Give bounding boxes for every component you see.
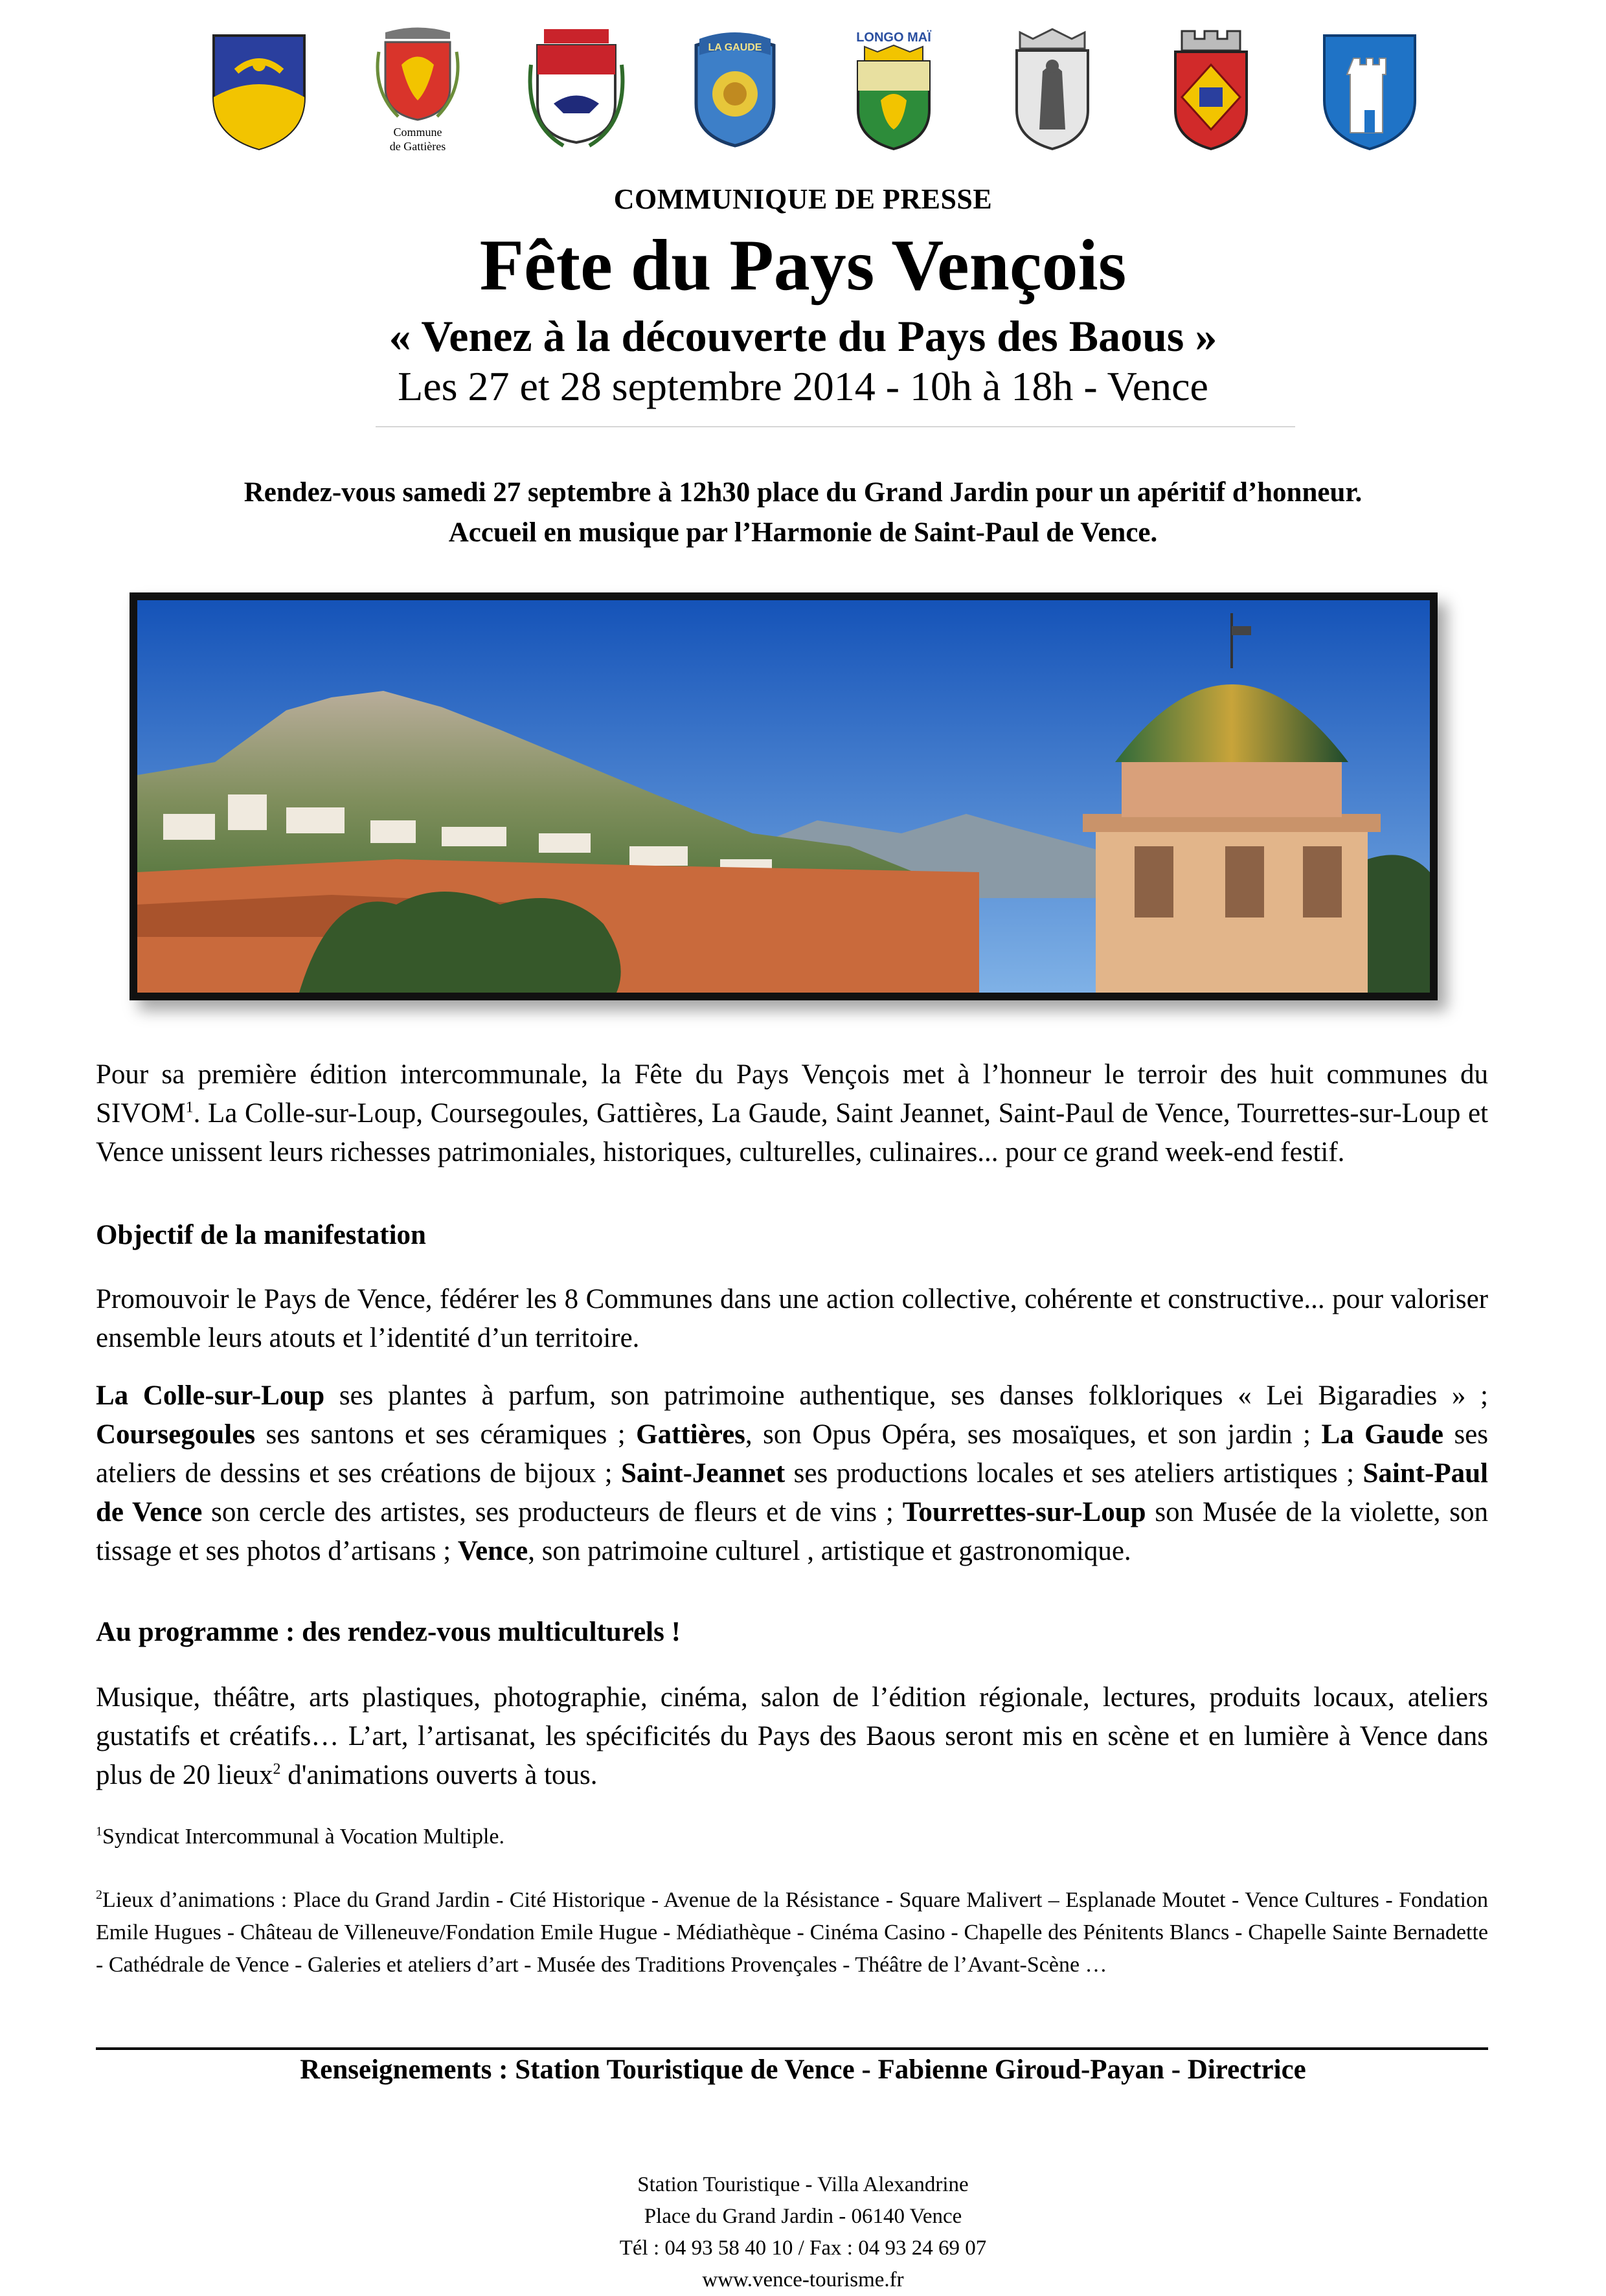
crest-vence <box>1318 26 1421 155</box>
page-title: Fête du Pays Vençois <box>479 225 1127 306</box>
commune-text: son cercle des artistes, ses producteurs de fleurs et de vins ; <box>202 1497 903 1527</box>
footer-website: www.vence-tourisme.fr <box>702 2268 904 2291</box>
commune-name: Vence <box>457 1536 528 1566</box>
intro-paragraph <box>96 1055 1488 1172</box>
commune-name: Tourrettes-sur-Loup <box>902 1497 1146 1527</box>
programme-paragraph <box>96 1678 1488 1795</box>
commune-text: , son Opus Opéra, ses mosaïques, et son jardin ; <box>745 1419 1322 1450</box>
crest-banner-longo-mai: LONGO MAÏ <box>856 30 931 45</box>
info-divider <box>96 2047 1488 2050</box>
event-dates: Les 27 et 28 septembre 2014 - 10h à 18h - Vence <box>398 363 1208 409</box>
footer-address <box>0 2169 1606 2296</box>
crest-caption-line2: de Gattières <box>389 140 446 153</box>
crest-tourrettes-sur-loup <box>1159 26 1263 155</box>
commune-name: Saint-Jeannet <box>621 1458 786 1489</box>
intro-text-1: Pour sa première édition intercommunale, la Fête du Pays Vençois met à l’honneur le terroir des huit communes du SIVOM <box>96 1059 1488 1129</box>
commune-name: La Colle-sur-Loup <box>96 1380 325 1411</box>
footer-line-1: Station Touristique - Villa Alexandrine <box>637 2173 969 2196</box>
commune-text: ses santons et ses céramiques ; <box>255 1419 637 1450</box>
crest-gattieres <box>366 26 469 155</box>
crest-saint-jeannet <box>842 26 945 155</box>
rendezvous-line-1: Rendez-vous samedi 27 septembre à 12h30 place du Grand Jardin pour un apéritif d’honneur. <box>243 477 1363 508</box>
commune-text: ses ateliers de dessins et ses créations de bijoux ; <box>96 1419 1488 1489</box>
footer-line-3: Tél : 04 93 58 40 10 / Fax : 04 93 24 69 07 <box>619 2236 987 2260</box>
commune-name: Saint-Paul de Vence <box>96 1458 1488 1527</box>
footer-line-2: Place du Grand Jardin - 06140 Vence <box>644 2205 962 2228</box>
commune-name: Coursegoules <box>96 1419 256 1450</box>
commune-name: Gattières <box>636 1419 745 1450</box>
crest-saint-paul <box>1001 26 1104 155</box>
crest-la-gaude <box>683 26 787 155</box>
title-divider <box>376 426 1295 427</box>
crest-coursegoules <box>207 26 311 155</box>
footnote-1-marker: 1 <box>96 1824 102 1839</box>
footnote-1 <box>96 1821 1488 1853</box>
commune-text: son Musée de la violette, son tissage et ses photos d’artisans ; <box>96 1497 1489 1566</box>
intro-text-2: . La Colle-sur-Loup, Coursegoules, Gattières, La Gaude, Saint Jeannet, Saint-Paul de Vence, Tourrettes-sur-Loup et Vence unissent leurs richesses patrimoniales, historiques, culturelles, culinaires... pour ce grand week-end festif. <box>96 1098 1488 1167</box>
footnote-2-text: Lieux d’animations : Place du Grand Jardin - Cité Historique - Avenue de la Résistance - Square Malivert – Esplanade Moutet - Vence Cultures - Fondation Emile Hugues - Château de Villeneuve/Fondation Emile Hugue - Médiathèque - Cinéma Casino - Chapelle des Pénitents Blancs - Chapelle Sainte Bernadette - Cathédrale de Vence - Galeries et ateliers d’art - Musée des Traditions Provençales - Théâtre de l’Avant-Scène … <box>96 1888 1488 1977</box>
contact-info-line: Renseignements : Station Touristique de Vence - Fabienne Giroud-Payan - Directrice <box>300 2054 1306 2085</box>
crest-la-colle-sur-loup <box>525 26 628 155</box>
commune-text: ses productions locales et ses ateliers artistiques ; <box>785 1458 1363 1489</box>
objectif-heading: Objectif de la manifestation <box>96 1220 426 1250</box>
programme-text-1: Musique, théâtre, arts plastiques, photographie, cinéma, salon de l’édition régionale, lectures, produits locaux, ateliers gustatifs et créatifs… L’art, l’artisanat, les spécificités du Pays des Baous seront mis en scène et en lumière à Vence dans plus de 20 lieux <box>96 1682 1488 1790</box>
programme-text-2: d'animations ouverts à tous. <box>280 1760 598 1790</box>
rendezvous-line-2: Accueil en musique par l’Harmonie de Saint-Paul de Vence. <box>448 517 1158 548</box>
commune-text: , son patrimoine culturel , artistique et gastronomique. <box>528 1536 1131 1566</box>
crest-caption-line1: Commune <box>393 126 442 139</box>
commune-name: La Gaude <box>1321 1419 1443 1450</box>
crest-banner-la-gaude: LA GAUDE <box>708 42 762 53</box>
footnote-2-marker: 2 <box>96 1887 102 1902</box>
vence-panorama-photo <box>130 592 1438 1000</box>
crest-row <box>194 26 1412 155</box>
programme-heading: Au programme : des rendez-vous multiculturels ! <box>96 1617 681 1647</box>
communes-paragraph <box>96 1377 1488 1571</box>
page-subtitle: « Venez à la découverte du Pays des Baous » <box>389 311 1217 361</box>
commune-text: ses plantes à parfum, son patrimoine authentique, ses danses folkloriques « Lei Bigaradies » ; <box>324 1380 1488 1411</box>
footnote-ref-1: 1 <box>185 1099 194 1116</box>
footnote-2 <box>96 1884 1488 1981</box>
footnote-1-text: Syndicat Intercommunal à Vocation Multiple. <box>102 1825 505 1849</box>
objectif-paragraph: Promouvoir le Pays de Vence, fédérer les 8 Communes dans une action collective, cohérente et constructive... pour valoriser ensemble leurs atouts et l’identité d’un territoire. <box>96 1284 1488 1353</box>
footnote-ref-2: 2 <box>273 1761 281 1778</box>
rendezvous-block <box>0 473 1606 553</box>
press-release-label: COMMUNIQUE DE PRESSE <box>613 183 993 215</box>
